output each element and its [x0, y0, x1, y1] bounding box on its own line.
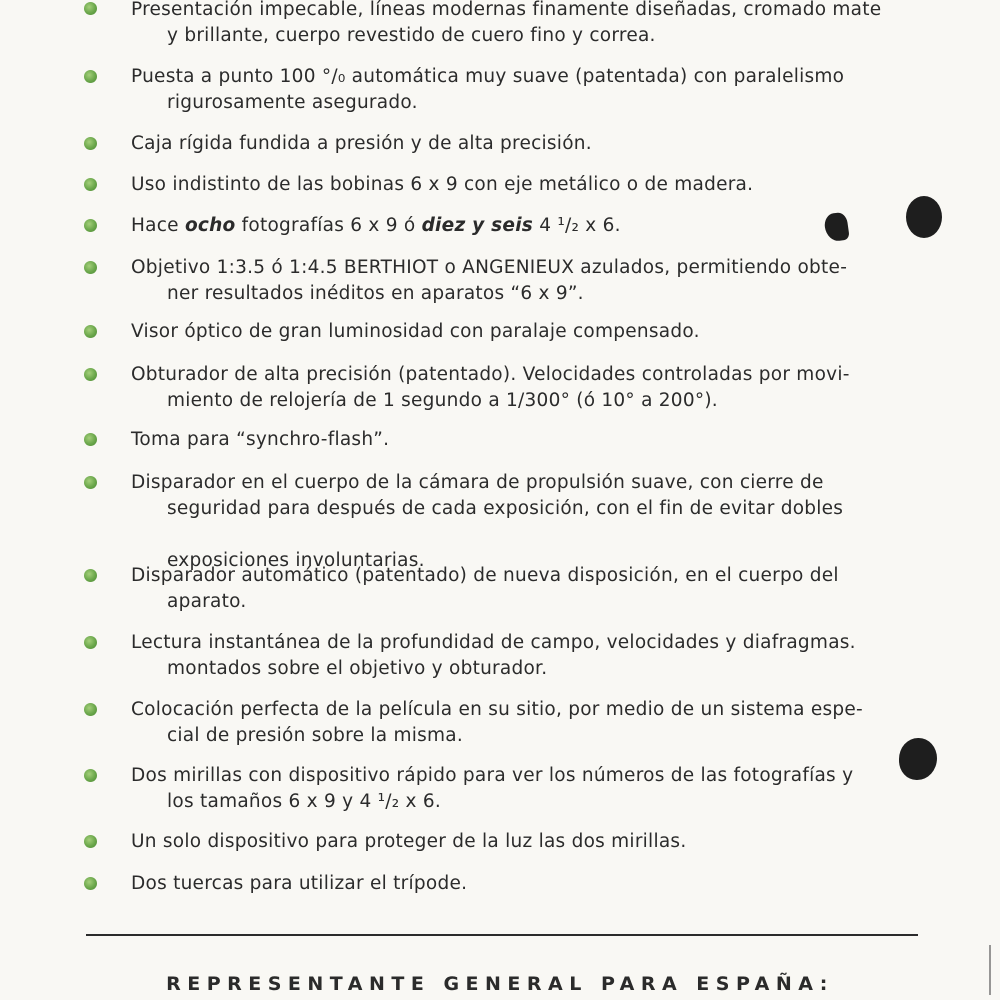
- ink-blot: [906, 196, 942, 238]
- feature-text: Dos mirillas con dispositivo rápido para ver los números de las fotografías y los tamaños 6 x 9 y 4 ¹/₂ x 6.: [131, 765, 854, 812]
- feature-text: Puesta a punto 100 °/₀ automática muy suave (patentada) con paralelismo rigurosamente asegurado.: [131, 66, 845, 113]
- feature-text: Caja rígida fundida a presión y de alta precisión.: [131, 133, 592, 154]
- ink-blot: [899, 738, 937, 780]
- bullet-dot-icon: [84, 636, 97, 649]
- feature-text: Dos tuercas para utilizar el trípode.: [131, 873, 468, 894]
- feature-text: Disparador en el cuerpo de la cámara de propulsión suave, con cierre de seguridad para después de cada exposición, con el fin de evitar dobles exposiciones involuntarias.: [131, 472, 844, 571]
- feature-text: Presentación impecable, líneas modernas finamente diseñadas, cromado mate y brillante, cuerpo revestido de cuero fino y correa.: [131, 0, 882, 46]
- bullet-dot-icon: [84, 325, 97, 338]
- bullet-dot-icon: [84, 178, 97, 191]
- footer-divider: [86, 934, 918, 936]
- feature-text: Colocación perfecta de la película en su sitio, por medio de un sistema espe- cial de presión sobre la misma.: [131, 699, 863, 746]
- bullet-dot-icon: [84, 261, 97, 274]
- feature-text: Hace ocho fotografías 6 x 9 ó diez y seis 4 ¹/₂ x 6.: [131, 215, 621, 236]
- bullet-dot-icon: [84, 476, 97, 489]
- feature-text: Obturador de alta precisión (patentado). Velocidades controladas por movi- miento de relojería de 1 segundo a 1/300° (ó 10° a 200°).: [131, 364, 850, 411]
- bullet-dot-icon: [84, 835, 97, 848]
- feature-text: Visor óptico de gran luminosidad con paralaje compensado.: [131, 321, 700, 342]
- bullet-dot-icon: [84, 219, 97, 232]
- bullet-dot-icon: [84, 769, 97, 782]
- feature-text: Disparador automático (patentado) de nueva disposición, en el cuerpo del aparato.: [131, 565, 839, 612]
- feature-text: Uso indistinto de las bobinas 6 x 9 con eje metálico o de madera.: [131, 174, 754, 195]
- bullet-dot-icon: [84, 137, 97, 150]
- bullet-dot-icon: [84, 877, 97, 890]
- page-edge-mark: [989, 945, 991, 995]
- feature-text: Lectura instantánea de la profundidad de campo, velocidades y diafragmas. montados sobre el objetivo y obturador.: [131, 632, 856, 679]
- feature-text: Toma para “synchro-flash”.: [131, 429, 390, 450]
- bullet-dot-icon: [84, 569, 97, 582]
- bullet-dot-icon: [84, 703, 97, 716]
- bullet-dot-icon: [84, 70, 97, 83]
- footer-heading: REPRESENTANTE GENERAL PARA ESPAÑA:: [166, 973, 834, 995]
- bullet-dot-icon: [84, 2, 97, 15]
- feature-text: Objetivo 1:3.5 ó 1:4.5 BERTHIOT o ANGENIEUX azulados, permitiendo obte- ner resultados inéditos en aparatos “6 x 9”.: [131, 257, 848, 304]
- bullet-dot-icon: [84, 368, 97, 381]
- bullet-dot-icon: [84, 433, 97, 446]
- feature-text: Un solo dispositivo para proteger de la luz las dos mirillas.: [131, 831, 687, 852]
